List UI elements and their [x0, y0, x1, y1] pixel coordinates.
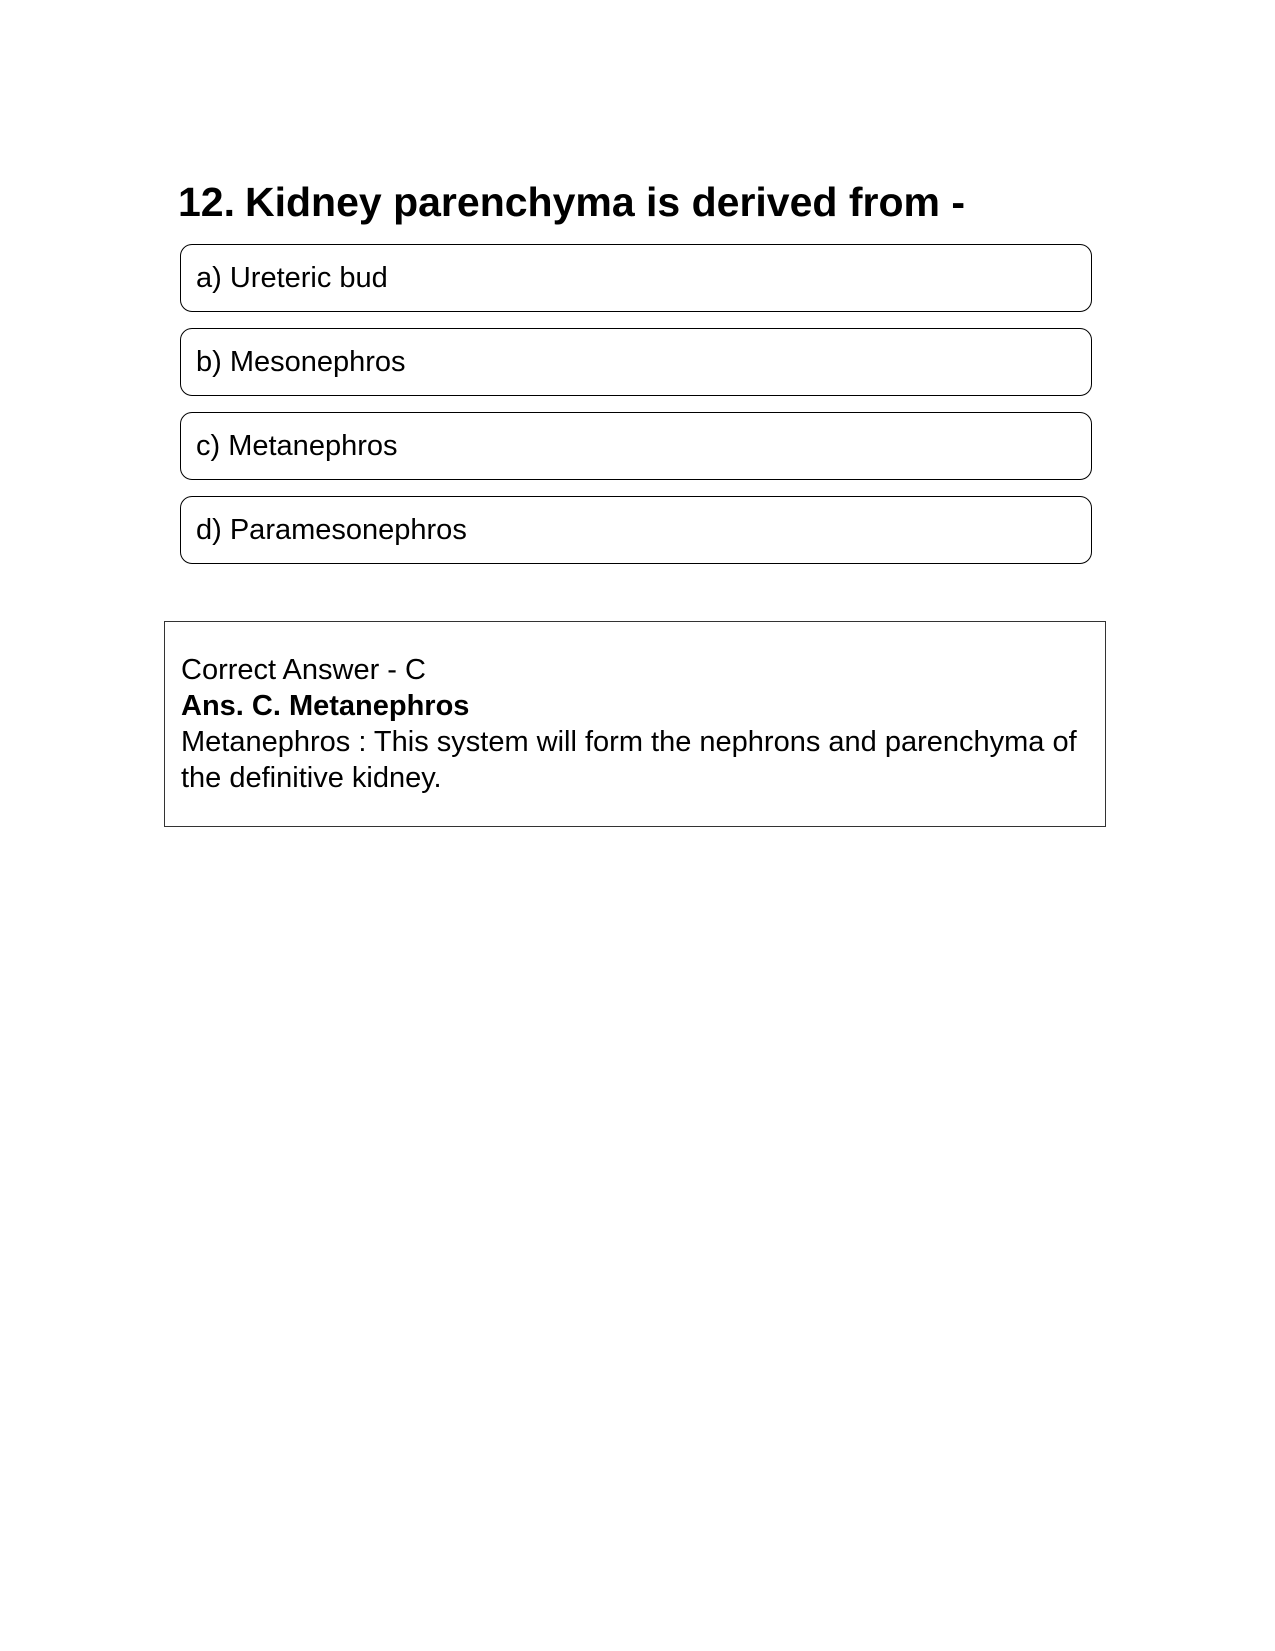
option-d[interactable]	[180, 496, 1092, 564]
option-d-label: d) Paramesonephros	[196, 513, 467, 546]
option-c-label: c) Metanephros	[196, 429, 398, 462]
question-title	[178, 176, 965, 228]
question-number: 12.	[178, 179, 235, 225]
question-text: Kidney parenchyma is derived from -	[245, 179, 966, 225]
answer-explanation: Metanephros : This system will form the nephrons and parenchyma of the definitive kidney.	[181, 726, 1077, 794]
options-list	[180, 244, 1092, 580]
option-c[interactable]	[180, 412, 1092, 480]
option-a[interactable]	[180, 244, 1092, 312]
option-b-label: b) Mesonephros	[196, 345, 406, 378]
option-b[interactable]	[180, 328, 1092, 396]
answer-heading: Ans. C. Metanephros	[181, 690, 470, 722]
option-a-label: a) Ureteric bud	[196, 261, 388, 294]
correct-answer-line: Correct Answer - C	[181, 654, 426, 686]
answer-box	[164, 621, 1106, 827]
